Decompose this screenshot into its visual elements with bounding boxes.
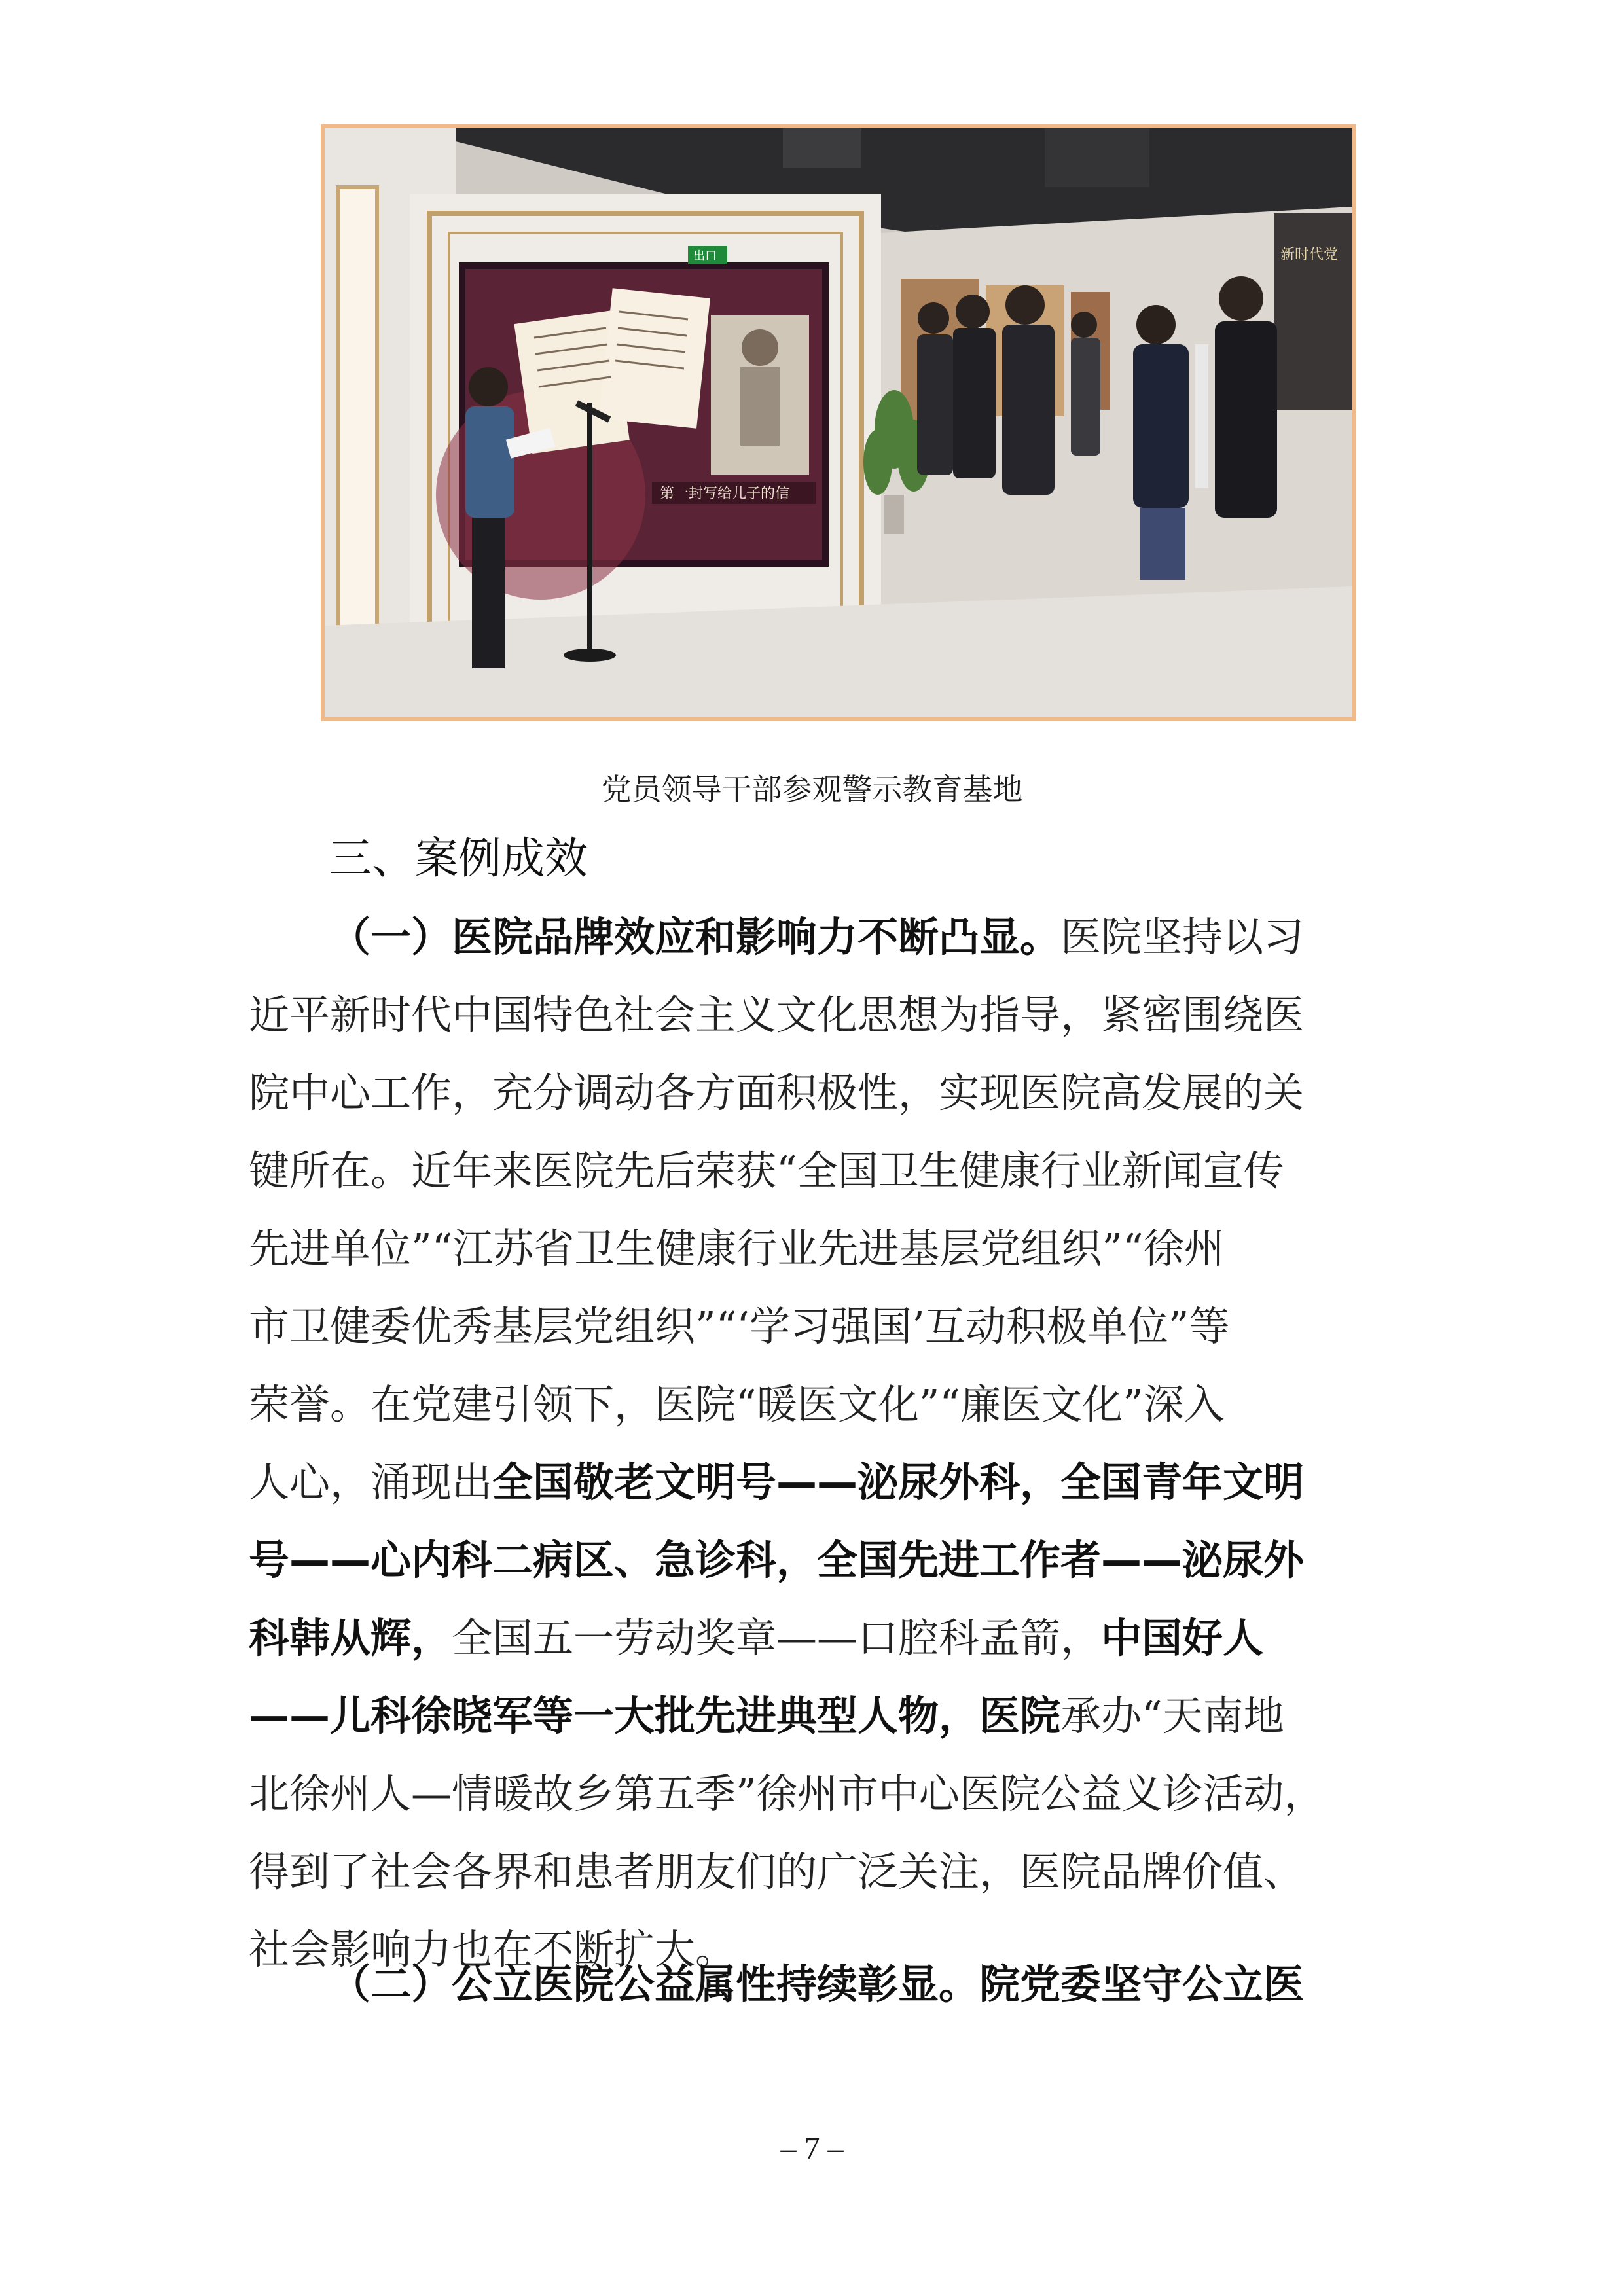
emphasis-text: ——儿科徐晓军等一大批先进典型人物，医院	[249, 1692, 1061, 1740]
paragraph-line	[249, 1443, 1376, 1521]
emphasis-text: 号——心内科二病区、急诊科，全国先进工作者——泌尿外	[249, 1536, 1305, 1584]
paragraph-line: 先进单位”“江苏省卫生健康行业先进基层党组织”“徐州	[249, 1225, 1225, 1272]
photo-caption: 党员领导干部参观警示教育基地	[601, 772, 1023, 807]
paragraph-line: 近平新时代中国特色社会主义文化思想为指导，紧密围绕医	[249, 991, 1305, 1039]
paragraph-1	[249, 898, 1376, 1988]
paragraph-line	[249, 1677, 1376, 1755]
paragraph-line: 荣誉。在党建引领下，医院“暖医文化”“廉医文化”深入	[249, 1380, 1225, 1428]
paragraph-line: 得到了社会各界和患者朋友们的广泛关注，医院品牌价值、	[249, 1848, 1305, 1895]
paragraph-line	[249, 898, 1376, 976]
paragraph-1-heading: （一）医院品牌效应和影响力不断凸显。	[330, 913, 1061, 961]
photo-warning-education-base	[321, 124, 1356, 721]
paragraph-2	[249, 1945, 1376, 2023]
paragraph-line	[249, 1599, 1376, 1677]
exit-sign: 出口	[693, 249, 717, 263]
emphasis-text: 全国敬老文明号——泌尿外科，全国青年文明	[492, 1458, 1305, 1506]
paragraph-2-heading: （二）公立医院公益属性持续彰显。院党委坚守公立医	[330, 1960, 1305, 2008]
paragraph-line: 市卫健委优秀基层党组织”“‘学习强国’互动积极单位”等	[249, 1302, 1230, 1350]
paragraph-line: 社会影响力也在不断扩大。	[249, 1926, 736, 1973]
paragraph-text: 医院坚持以习	[1060, 913, 1305, 961]
paragraph-text: 全国五一劳动奖章——口腔科孟箭，	[452, 1614, 1102, 1662]
paragraph-text: 人心，涌现出	[249, 1458, 493, 1506]
section-heading: 三、案例成效	[329, 833, 588, 884]
paragraph-line: 院中心工作，充分调动各方面积极性，实现医院高发展的关	[249, 1069, 1305, 1117]
paragraph-line: 键所在。近年来医院先后荣获“全国卫生健康行业新闻宣传	[249, 1147, 1284, 1194]
emphasis-text: 中国好人	[1101, 1614, 1264, 1662]
side-panel-text: 新时代党	[1280, 247, 1339, 263]
photo-illustration	[325, 128, 1352, 717]
paragraph-line	[249, 1521, 1376, 1599]
screen-caption: 第一封写给儿子的信	[660, 486, 790, 502]
paragraph-line: 北徐州人—情暖故乡第五季”徐州市中心医院公益义诊活动，	[249, 1770, 1325, 1818]
paragraph-text: 承办“天南地	[1060, 1692, 1284, 1740]
page-number: – 7 –	[780, 2131, 844, 2166]
emphasis-text: 科韩从辉，	[249, 1614, 452, 1662]
